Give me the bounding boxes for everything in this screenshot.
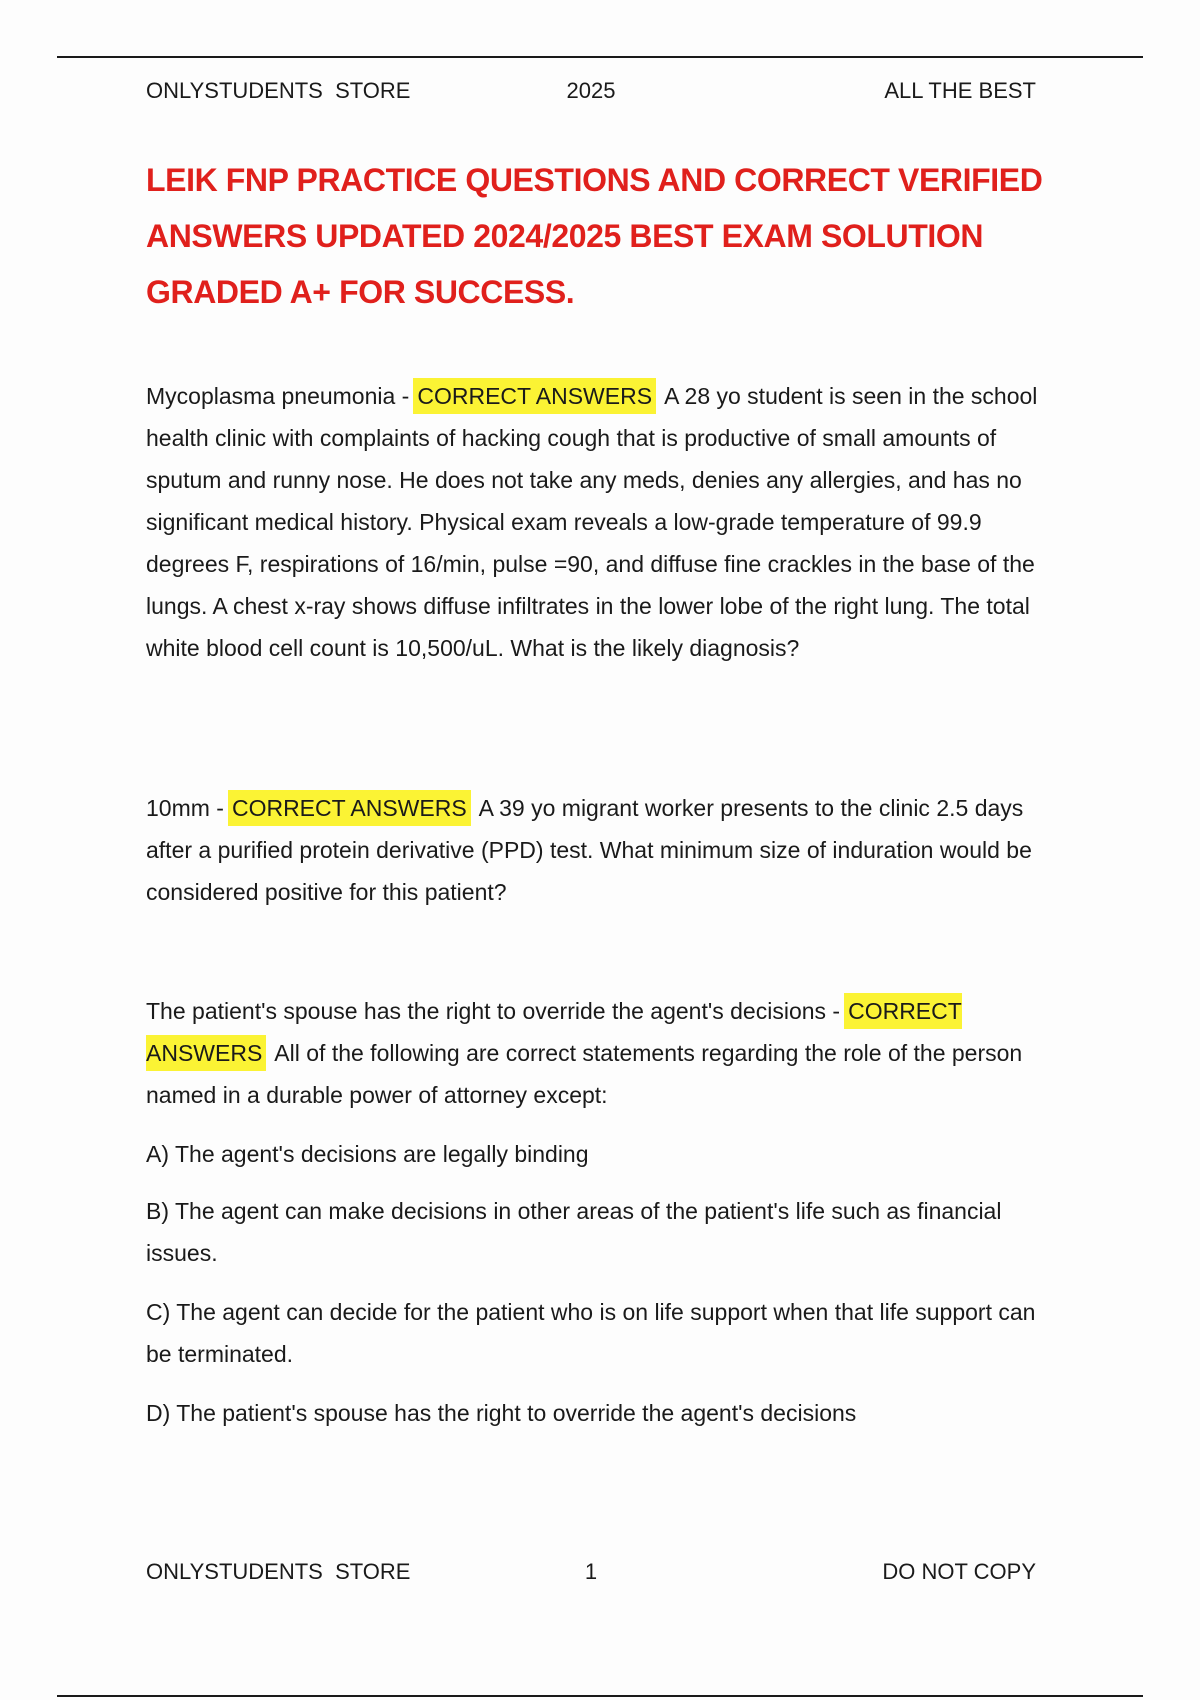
option-a: A) The agent's decisions are legally binding xyxy=(146,1141,589,1167)
question-1 xyxy=(146,375,1046,669)
header-left: ONLYSTUDENTS STORE xyxy=(146,78,411,103)
option-c: C) The agent can decide for the patient who is on life support when that life support can be terminated. xyxy=(146,1299,1036,1367)
top-rule xyxy=(57,56,1143,58)
page-number: 1 xyxy=(584,1559,598,1584)
footer-left: ONLYSTUDENTS STORE xyxy=(146,1559,411,1584)
question-3 xyxy=(146,990,1046,1116)
question-3-answer: The patient's spouse has the right to override the agent's decisions - xyxy=(146,998,841,1024)
option-d: D) The patient's spouse has the right to override the agent's decisions xyxy=(146,1400,857,1426)
correct-answers-badge: CORRECT ANSWERS xyxy=(146,993,962,1071)
page-footer xyxy=(146,1559,1036,1589)
correct-answers-badge: CORRECT ANSWERS xyxy=(413,378,656,414)
header-right: ALL THE BEST xyxy=(884,78,1036,103)
question-2-answer: 10mm - xyxy=(146,795,224,821)
question-1-answer: Mycoplasma pneumonia - xyxy=(146,383,410,409)
bottom-rule xyxy=(57,1695,1143,1697)
footer-right: DO NOT COPY xyxy=(882,1559,1036,1584)
header-center: 2025 xyxy=(566,78,616,103)
document-title: LEIK FNP PRACTICE QUESTIONS AND CORRECT VERIFIED ANSWERS UPDATED 2024/2025 BEST EXAM SOLUTION GRADED A+ FOR SUCCESS. xyxy=(146,162,1043,310)
question-1-text: A 28 yo student is seen in the school health clinic with complaints of hacking cough that is productive of small amounts of sputum and runny nose. He does not take any meds, denies any allergies, and has no significant medical history. Physical exam reveals a low-grade temperature of 99.9 degrees F, respirations of 16/min, pulse =90, and diffuse fine crackles in the base of the lungs. A chest x-ray shows diffuse infiltrates in the lower lobe of the right lung. The total white blood cell count is 10,500/uL. What is the likely diagnosis? xyxy=(146,383,1038,661)
correct-answers-badge: CORRECT ANSWERS xyxy=(228,790,471,826)
question-2-text: A 39 yo migrant worker presents to the clinic 2.5 days after a purified protein derivative (PPD) test. What minimum size of induration would be considered positive for this patient? xyxy=(146,795,1032,905)
question-3-text: All of the following are correct statements regarding the role of the person named in a durable power of attorney except: xyxy=(146,1040,1023,1108)
question-2 xyxy=(146,787,1046,913)
option-b: B) The agent can make decisions in other areas of the patient's life such as financial issues. xyxy=(146,1198,1002,1266)
page-header xyxy=(146,78,1036,108)
